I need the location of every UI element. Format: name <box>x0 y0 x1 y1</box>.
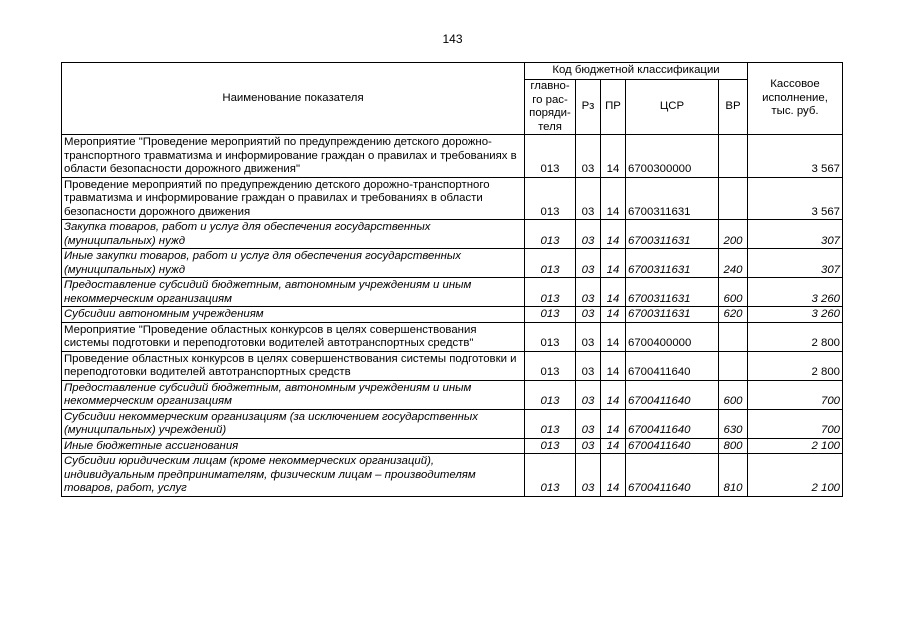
cell-vr <box>719 322 748 351</box>
table-row <box>62 249 843 278</box>
cell-amount: 2 800 <box>748 322 843 351</box>
cell-name: Проведение мероприятий по предупреждению детского дорожно-транспортного травматизма и информирование граждан о правилах и требованиях в области безопасности дорожного движения <box>62 177 525 220</box>
header-amount: Кассовое исполнение, тыс. руб. <box>748 63 843 135</box>
cell-main-manager: 013 <box>525 380 576 409</box>
cell-amount: 2 100 <box>748 454 843 497</box>
cell-pr: 14 <box>601 454 626 497</box>
cell-rz: 03 <box>576 135 601 178</box>
cell-amount: 3 567 <box>748 135 843 178</box>
header-name: Наименование показателя <box>62 63 525 135</box>
cell-rz: 03 <box>576 249 601 278</box>
cell-csr: 6700311631 <box>626 177 719 220</box>
cell-name: Иные бюджетные ассигнования <box>62 438 525 454</box>
cell-csr: 6700411640 <box>626 454 719 497</box>
cell-pr: 14 <box>601 278 626 307</box>
cell-rz: 03 <box>576 438 601 454</box>
cell-name: Мероприятие "Проведение областных конкурсов в целях совершенствования системы подготовки и переподготовки водителей автотранспортных средств" <box>62 322 525 351</box>
cell-main-manager: 013 <box>525 220 576 249</box>
cell-name: Субсидии юридическим лицам (кроме некоммерческих организаций), индивидуальным предпринимателям, физическим лицам – производителям товаров, работ, услуг <box>62 454 525 497</box>
cell-main-manager: 013 <box>525 307 576 323</box>
cell-csr: 6700311631 <box>626 220 719 249</box>
table-row <box>62 409 843 438</box>
cell-rz: 03 <box>576 454 601 497</box>
cell-pr: 14 <box>601 351 626 380</box>
cell-pr: 14 <box>601 438 626 454</box>
table-row <box>62 438 843 454</box>
cell-vr <box>719 177 748 220</box>
cell-pr: 14 <box>601 249 626 278</box>
cell-main-manager: 013 <box>525 454 576 497</box>
header-classification-code: Код бюджетной классификации <box>525 63 748 80</box>
cell-csr: 6700300000 <box>626 135 719 178</box>
cell-main-manager: 013 <box>525 409 576 438</box>
cell-vr: 600 <box>719 380 748 409</box>
cell-amount: 3 260 <box>748 278 843 307</box>
cell-csr: 6700311631 <box>626 249 719 278</box>
header-vr: ВР <box>719 80 748 135</box>
header-csr: ЦСР <box>626 80 719 135</box>
cell-pr: 14 <box>601 322 626 351</box>
table-row <box>62 322 843 351</box>
table-row <box>62 307 843 323</box>
cell-amount: 700 <box>748 380 843 409</box>
cell-csr: 6700311631 <box>626 278 719 307</box>
cell-vr: 630 <box>719 409 748 438</box>
cell-amount: 2 100 <box>748 438 843 454</box>
cell-pr: 14 <box>601 177 626 220</box>
header-pr: ПР <box>601 80 626 135</box>
cell-name: Субсидии автономным учреждениям <box>62 307 525 323</box>
cell-vr: 620 <box>719 307 748 323</box>
header-rz: Рз <box>576 80 601 135</box>
cell-vr <box>719 351 748 380</box>
cell-name: Субсидии некоммерческим организациям (за исключением государственных (муниципальных) учреждений) <box>62 409 525 438</box>
page-number: 143 <box>442 32 463 46</box>
cell-csr: 6700411640 <box>626 380 719 409</box>
cell-vr: 200 <box>719 220 748 249</box>
cell-main-manager: 013 <box>525 278 576 307</box>
table-row <box>62 454 843 497</box>
cell-vr: 600 <box>719 278 748 307</box>
cell-main-manager: 013 <box>525 177 576 220</box>
cell-pr: 14 <box>601 220 626 249</box>
cell-main-manager: 013 <box>525 135 576 178</box>
cell-csr: 6700411640 <box>626 351 719 380</box>
cell-vr: 810 <box>719 454 748 497</box>
cell-pr: 14 <box>601 307 626 323</box>
header-main-manager: главно-го рас-поряди-теля <box>525 80 576 135</box>
cell-main-manager: 013 <box>525 322 576 351</box>
table-row <box>62 177 843 220</box>
cell-name: Мероприятие "Проведение мероприятий по предупреждению детского дорожно-транспортного травматизма и информирование граждан о правилах и требованиях в области безопасности дорожного движения" <box>62 135 525 178</box>
cell-csr: 6700311631 <box>626 307 719 323</box>
table-row <box>62 278 843 307</box>
cell-main-manager: 013 <box>525 438 576 454</box>
cell-vr: 800 <box>719 438 748 454</box>
table-body <box>62 135 843 497</box>
cell-main-manager: 013 <box>525 351 576 380</box>
cell-amount: 307 <box>748 249 843 278</box>
cell-rz: 03 <box>576 220 601 249</box>
cell-amount: 3 260 <box>748 307 843 323</box>
cell-main-manager: 013 <box>525 249 576 278</box>
cell-name: Предоставление субсидий бюджетным, автономным учреждениям и иным некоммерческим организациям <box>62 278 525 307</box>
cell-vr: 240 <box>719 249 748 278</box>
cell-csr: 6700400000 <box>626 322 719 351</box>
cell-rz: 03 <box>576 409 601 438</box>
cell-amount: 307 <box>748 220 843 249</box>
cell-csr: 6700411640 <box>626 438 719 454</box>
table-row <box>62 351 843 380</box>
cell-amount: 2 800 <box>748 351 843 380</box>
cell-pr: 14 <box>601 380 626 409</box>
cell-pr: 14 <box>601 409 626 438</box>
cell-amount: 700 <box>748 409 843 438</box>
cell-name: Проведение областных конкурсов в целях совершенствования системы подготовки и переподготовки водителей автотранспортных средств <box>62 351 525 380</box>
cell-name: Закупка товаров, работ и услуг для обеспечения государственных (муниципальных) нужд <box>62 220 525 249</box>
cell-name: Иные закупки товаров, работ и услуг для обеспечения государственных (муниципальных) нужд <box>62 249 525 278</box>
cell-rz: 03 <box>576 380 601 409</box>
cell-rz: 03 <box>576 322 601 351</box>
cell-csr: 6700411640 <box>626 409 719 438</box>
cell-name: Предоставление субсидий бюджетным, автономным учреждениям и иным некоммерческим организациям <box>62 380 525 409</box>
cell-vr <box>719 135 748 178</box>
cell-rz: 03 <box>576 351 601 380</box>
table-row <box>62 135 843 178</box>
table-row <box>62 380 843 409</box>
cell-rz: 03 <box>576 307 601 323</box>
cell-rz: 03 <box>576 278 601 307</box>
cell-rz: 03 <box>576 177 601 220</box>
cell-amount: 3 567 <box>748 177 843 220</box>
table-row <box>62 220 843 249</box>
budget-table <box>61 62 843 497</box>
cell-pr: 14 <box>601 135 626 178</box>
